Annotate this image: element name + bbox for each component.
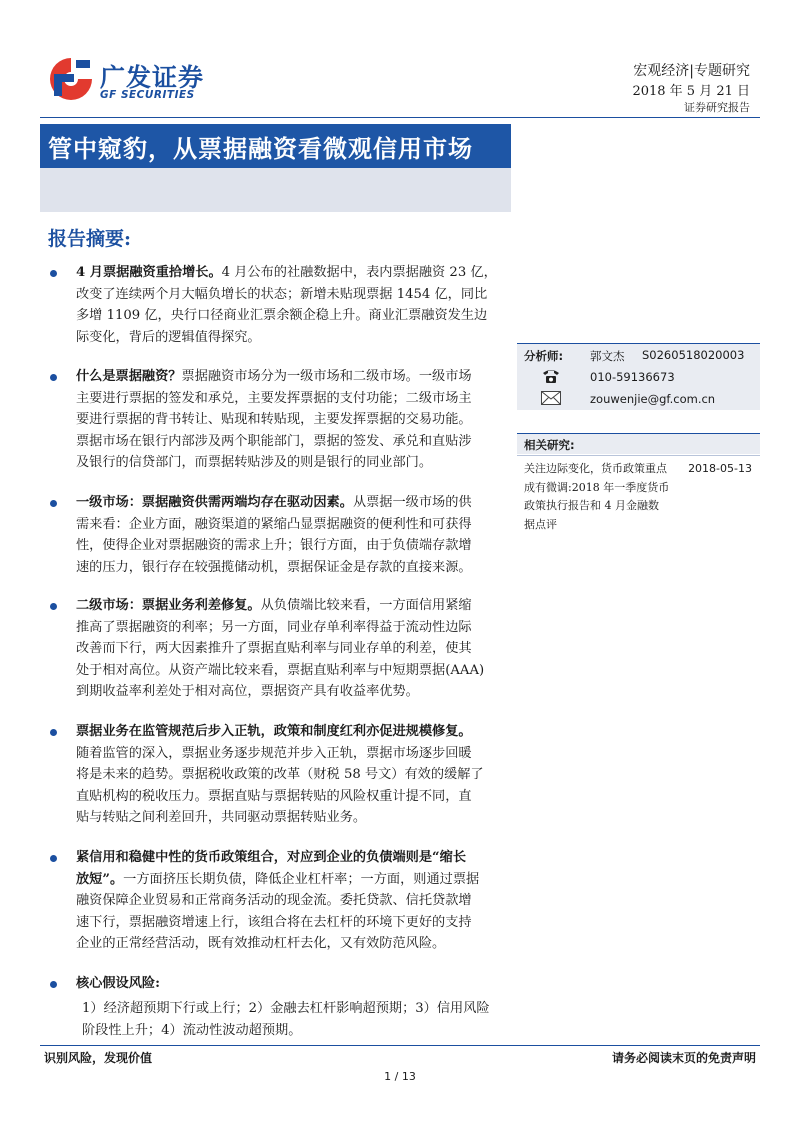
paragraph-lead: 紧信用和稳健中性的货币政策组合，对应到企业的负债端则是“缩长 [76,850,467,865]
related-label: 相关研究: [524,438,575,452]
analyst-license: S0260518020003 [642,348,745,362]
brand-name-en: GF SECURITIES [100,89,195,101]
analyst-divider-top [517,343,760,344]
report-category: 宏观经济|专题研究 [633,63,750,79]
report-title: 管中窥豹，从票据融资看微观信用市场 [48,134,473,163]
bullet-icon [50,270,57,277]
related-report-link[interactable]: 关注边际变化，货币政策重点 2018-05-13 成有微调:2018 年一季度货币 政策执行报告和 4 月金融数 据点评 [524,462,752,531]
risk-heading [76,973,508,995]
paragraph-lead: 核心假设风险: [76,976,160,991]
report-type: 证券研究报告 [684,101,750,114]
bullet-icon [50,729,57,736]
brand-name-cn: 广发证券 [100,63,205,92]
page-number: 1 / 13 [384,1070,416,1083]
summary-heading: 报告摘要: [48,228,132,250]
paragraph-lead: 什么是票据融资？ [76,369,182,384]
paragraph-lead: 一级市场：票据融资供需两端均存在驱动因素。 [76,495,353,510]
brand-logo [48,56,218,106]
analyst-row [524,348,760,364]
summary-paragraph: 4 月票据融资重拾增长。4 月公布的社融数据中，表内票据融资 23 亿， 改变了连续两个月大幅负增长的状态；新增未贴现票据 1454 亿，同比 多增 1109 亿，央行口径商业汇票余额企稳上升。商业汇票融资发生边 际变化，背后的逻辑值得探究。 [76,265,497,345]
title-subbar [40,168,511,212]
summary-paragraph: 紧信用和稳健中性的货币政策组合，对应到企业的负债端则是“缩长 放短”。一方面挤压长期负债，降低企业杠杆率；一方面，则通过票据 融资保障企业贸易和正常商务活动的现金流。委托贷款、信托贷款增 速下行，票据融资增速上行，该组合将在去杠杆的环境下更好的支持 企业的正常经营活动，既有效推动杠杆去化，又有效防范风险。 [76,850,480,952]
header-divider [40,117,760,118]
bullet-icon [50,500,57,507]
related-divider [517,455,760,456]
analyst-email[interactable]: zouwenjie@gf.com.cn [590,392,716,406]
bullet-icon [50,603,57,610]
bullet-icon [50,981,57,988]
footer-disclaimer: 请务必阅读末页的免责声明 [611,1051,756,1065]
analyst-label: 分析师: [524,349,564,363]
summary-paragraph: 二级市场：票据业务利差修复。从负债端比较来看，一方面信用紧缩 推高了票据融资的利率；另一方面，同业存单利率得益于流动性边际 改善而下行，两大因素推升了票据直贴利率与同业存单的利差，使其 处于相对高位。从资产端比较来看，票据直贴利率与中短期票据(AAA) 到期收益率利差处于相对高位，票据资产具有收益率优势。 [76,598,485,700]
bullet-icon [50,855,57,862]
report-date: 2018 年 5 月 21 日 [632,84,750,99]
paragraph-lead: 二级市场：票据业务利差修复。 [76,598,261,613]
risk-paragraph: 1）经济超预期下行或上行；2）金融去杠杆影响超预期；3）信用风险 阶段性上升；4）流动性波动超预期。 [82,1001,490,1038]
footer-divider [40,1045,760,1046]
analyst-phone: 010-59136673 [590,370,675,384]
phone-icon [541,368,561,384]
paragraph-lead: 4 月票据融资重拾增长。 [76,265,222,280]
gf-logo-icon [48,56,94,102]
analyst-name: 郭文杰 [590,349,625,363]
paragraph-lead-cont: 放短”。 [76,871,124,887]
paragraph-lead: 票据业务在监管规范后步入正轨，政策和制度红利亦促进规模修复。 [76,724,472,739]
summary-paragraph: 什么是票据融资？票据融资市场分为一级市场和二级市场。一级市场 主要进行票据的签发和承兑，主要发挥票据的支付功能；二级市场主 要进行票据的背书转让、贴现和转贴现，主要发挥票据的交易功能。 票据市场在银行内部涉及两个职能部门，票据的签发、承兑和直贴涉 及银行的信贷部门，而票据转贴涉及的则是银行的同业部门。 [76,369,472,471]
footer-slogan: 识别风险，发现价值 [44,1051,153,1065]
summary-paragraph: 票据业务在监管规范后步入正轨，政策和制度红利亦促进规模修复。 随着监管的深入，票据业务逐步规范并步入正轨，票据市场逐步回暖 将是未来的趋势。票据税收政策的改革（财税 58 号文）有效的缓解了 直贴机构的税收压力。票据直贴与票据转贴的风险权重计提不同，直 贴与转贴之间利差回升，共同驱动票据转贴业务。 [76,724,484,826]
bullet-icon [50,374,57,381]
summary-paragraph: 一级市场：票据融资供需两端均存在驱动因素。从票据一级市场的供 需来看：企业方面，融资渠道的紧缩凸显票据融资的便利性和可获得 性，使得企业对票据融资的需求上升；银行方面，由于负债端存款增 速的压力，银行存在较强揽储动机，票据保证金是存款的直接来源。 [76,495,472,575]
email-icon [541,391,561,405]
related-date: 2018-05-13 [688,462,752,475]
